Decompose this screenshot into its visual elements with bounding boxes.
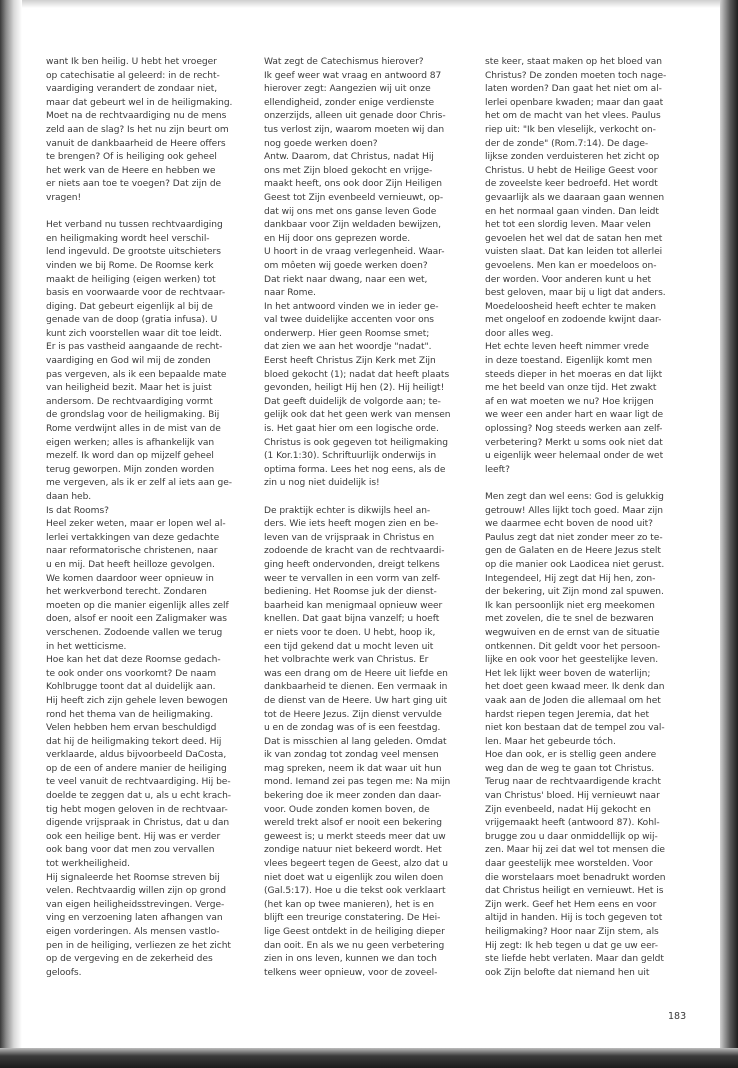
paragraph: Heel zeker weten, maar er lopen wel al- lerlei vertakkingen van deze gedachte naar reformatorische christenen, naar u en mij. Dat heeft heilloze gevolgen. We komen daardoor weer opnieuw in het werkverbond terecht. Zondaren moeten op die manier eigenlijk alles zelf doen, alsof er nooit een Zaligmaker was verschenen. Zodoende vallen we terug in het wetticisme. [46,519,229,652]
paragraph: De praktijk echter is dikwijls heel an- ders. Wie iets heeft mogen zien en be- leven van de vrijspraak in Christus en zodoende de kracht van de rechtvaardi- ging heeft ondervonden, dreigt telkens weer te vervallen in een vorm van zelf- bediening. Het Roomse juk der dienst- baarheid kan menigmaal opnieuw weer knellen. Dat gaat bijna vanzelf; u hoeft er niets voor te doen. U hebt, hoop ik, een tijd gekend dat u mocht leven uit het volbrachte werk van Christus. Er was een drang om de Heere uit liefde en dankbaarheid te dienen. Een vermaak in de dienst van de Heere. Uw hart ging uit tot de Heere Jezus. Zijn dienst vervulde u en de zondag was of is een feestdag. [264,505,448,734]
paragraph-gap [264,491,466,505]
text-column-2 [264,56,466,980]
paragraph: want Ik ben heilig. U hebt het vroeger op catechisatie al geleerd: in de recht- vaardiging verandert de zondaar niet, maar dat gebeurt wel in de heiligmaking. Moet na de rechtvaardiging nu de mens zeld aan de slag? Is het nu zijn beurt om vanuit de dankbaarheid de Heere offers te brengen? Of is heiliging ook geheel het werk van de Heere en hebben we er niets aan toe te voegen? Dat zijn de vragen! [46,57,233,203]
paragraph: Antw. Daarom, dat Christus, nadat Hij ons met Zijn bloed gekocht en vrijge- maakt heeft, ons ook door Zijn Heiligen Geest tot Zijn evenbeeld vernieuwt, op- dat wij ons met ons ganse leven Gode dankbaar voor Zijn weldaden bewijzen, en Hij door ons geprezen worde. [264,152,444,244]
page-number: 183 [668,1011,687,1022]
paragraph-gap [46,206,248,220]
paragraph: Hoe dan ook, er is stellig geen andere weg dan de weg te gaan tot Christus. Terug naar de rechtvaardigende kracht van Christus' bloed. Hij vernieuwt naar Zijn evenbeeld, nadat Hij gekocht en vrijgemaakt heeft (antwoord 87). Kohl- brugge zou u daar onmiddellijk op wij- zen. Maar hij zei dat wel tot mensen die daar geestelijk mee worstelden. Voor die worstelaars moet benadrukt worden dat Christus heiligt en vernieuwt. Het is Zijn werk. Geef het Hem eens en voor altijd in handen. Hij is toch gegeven tot heiligmaking? Hoor naar Zijn stem, als Hij zegt: Ik heb tegen u dat ge uw eer- ste liefde hebt verlaten. Maar dan geldt ook Zijn belofte dat niemand hen uit [485,750,666,978]
scan-top-edge [0,0,738,8]
paragraph: Het echte leven heeft nimmer vrede in deze toestand. Eigenlijk komt men steeds dieper in het moeras en dat lijkt me het beeld van onze tijd. Het zwakt af en wat moeten we nu? Hoe krijgen we weer een ander hart en waar ligt de oplossing? Nog steeds werken aan zelf- verbetering? Merkt u soms ook niet dat u eigenlijk weer helemaal onder de wet leeft? [485,342,664,475]
paragraph: Hij signaleerde het Roomse streven bij velen. Rechtvaardig willen zijn op grond van eigen heiligheidsstrevingen. Verge- ving en verzoening laten afhangen van eigen vorderingen. Als mensen vastlo- pen in de heiliging, verliezen ze het zicht op de vergeving en de zekerheid des geloofs. [46,872,231,978]
paragraph: Men zegt dan wel eens: God is gelukkig getrouw! Alles lijkt toch goed. Maar zijn we daarmee echt boven de nood uit? Paulus zegt dat niet zonder meer zo te- gen de Galaten en de Heere Jezus stelt op die manier ook Laodicea niet gerust. Integendeel, Hij zegt dat Hij hen, zon- der bekering, uit Zijn mond zal spuwen. Ik kan persoonlijk niet erg meekomen met zovelen, die te snel de bezwaren wegwuiven en de ernst van de situatie ontkennen. Dit geldt voor het persoon- lijke en ook voor het geestelijke leven. Het lek lijkt weer boven de waterlijn; het doet geen kwaad meer. Ik denk dan vaak aan de Joden die allemaal om het hardst riepen tegen Jeremia, dat het niet kon bestaan dat de tempel zou val- len. Maar het gebeurde tóch. [485,492,665,747]
paragraph: Ik geef weer wat vraag en antwoord 87 hierover zegt: Aangezien wij uit onze ellendigheid, zonder enige verdienste onzerzijds, alleen uit genade door Chris- tus verlost zijn, waarom moeten wij dan nog goede werken doen? [264,70,446,149]
text-column-1 [46,56,248,980]
paragraph-gap [485,477,687,491]
paragraph: Het verband nu tussen rechtvaardiging en heiligmaking wordt heel verschil- lend ingevuld. De grootste uitschieters vinden we bij Rome. De Roomse kerk maakt de heiliging (eigen werken) tot basis en voorwaarde voor de rechtvaar- diging. Dat gebeurt eigenlijk al bij de genade van de doop (gratia infusa). U kunt zich voorstellen waar dit toe leidt. Er is pas vastheid aangaande de recht- vaardiging en God wil mij de zonden pas vergeven, als ik een bepaalde mate van heiligheid bezit. Maar het is juist andersom. De rechtvaardiging vormt de grondslag voor de heiligmaking. Bij Rome verdwijnt alles in de mist van de eigen werken; alles is afhankelijk van mezelf. Ik word dan op mijzelf geheel terug geworpen. Mijn zonden worden me vergeven, als ik er zelf al iets aan ge- daan heb. [46,220,233,502]
binding-shadow [0,0,22,1048]
paragraph: Hoe kan het dat deze Roomse gedach- te ook onder ons voorkomt? De naam Kohlbrugge toont dat al duidelijk aan. Hij heeft zich zijn gehele leven bewogen rond het thema van de heiligmaking. Velen hebben hem ervan beschuldigd dat hij de heiligmaking tekort deed. Hij verklaarde, aldus bijvoorbeeld DaCosta, op de een of andere manier de heiliging te veel vanuit de rechtvaardiging. Hij be- doelde te zeggen dat u, als u echt krach- tig hebt mogen geloven in de rechtvaar- digende vrijspraak in Christus, dat u dan ook een heilige bent. Hij was er verder ook bang voor dat men zou vervallen tot werkheiligheid. [46,655,232,870]
paragraph: Wat zegt de Catechismus hierover? [264,57,424,67]
paragraph: U hoort in de vraag verlegenheid. Waar- om môeten wij goede werken doen? Dat riekt naar dwang, naar een wet, naar Rome. [264,247,445,299]
paragraph: ste keer, staat maken op het bloed van Christus? De zonden moeten toch nage- laten worden? Dan gaat het niet om al- lerlei openbare kwaden; maar dan gaat het om de macht van het vlees. Paulus riep uit: "Ik ben vleselijk, verkocht on- der de zonde" (Rom.7:14). De dage- lijkse zonden verduisteren het zicht op Christus. U hebt de Heilige Geest voor de zoveelste keer bedroefd. Het wordt gevaarlijk als we daaraan gaan wennen en het normaal gaan vinden. Dan leidt het tot een slordig leven. Maar velen gevoelen het wel dat de satan hen met vuisten slaat. Dat kan leiden tot allerlei gevoelens. Men kan er moedeloos on- der worden. Voor anderen kunt u het best geloven, maar bij u ligt dat anders. Moedeloosheid heeft echter te maken met ongeloof en zodoende kwijnt daar- door alles weg. [485,57,667,339]
text-column-3 [485,56,687,980]
scan-right-edge [720,0,738,1068]
paragraph: Is dat Rooms? [46,505,109,516]
paragraph: In het antwoord vinden we in ieder ge- val twee duidelijke accenten voor ons onderwerp. Hier geen Roomse smet; dat zien we aan het woordje "nadat". Eerst heeft Christus Zijn Kerk met Zijn bloed gekocht (1); nadat dat heeft plaats gevonden, heiligt Hij hen (2). Hij heiligt! Dat geeft duidelijk de volgorde aan; te- gelijk ook dat het geen werk van mensen is. Het gaat hier om een logische orde. Christus is ook gegeven tot heiligmaking (1 Kor.1:30). Schriftuurlijk onderwijs in optima forma. Lees het nog eens, als de zin u nog niet duidelijk is! [264,301,451,489]
scan-bottom-edge [0,1048,738,1068]
paragraph: Dat is misschien al lang geleden. Omdat ik van zondag tot zondag veel mensen mag spreken, neem ik dat waar uit hun mond. Iemand zei pas tegen me: Na mijn bekering doe ik meer zonden dan daar- voor. Oude zonden komen boven, de wereld trekt alsof er nooit een bekering geweest is; u merkt steeds meer dat uw zondige natuur niet bekeerd wordt. Het vlees begeert tegen de Geest, alzo dat u niet doet wat u eigenlijk zou wilen doen (Gal.5:17). Hoe u die tekst ook verklaart (het kan op twee manieren), het is en blijft een treurige constatering. De Hei- lige Geest ontdekt in de heiliging dieper dan ooit. En als we nu geen verbetering zien in ons leven, kunnen we dan toch telkens weer opnieuw, voor de zoveel- [264,736,451,978]
